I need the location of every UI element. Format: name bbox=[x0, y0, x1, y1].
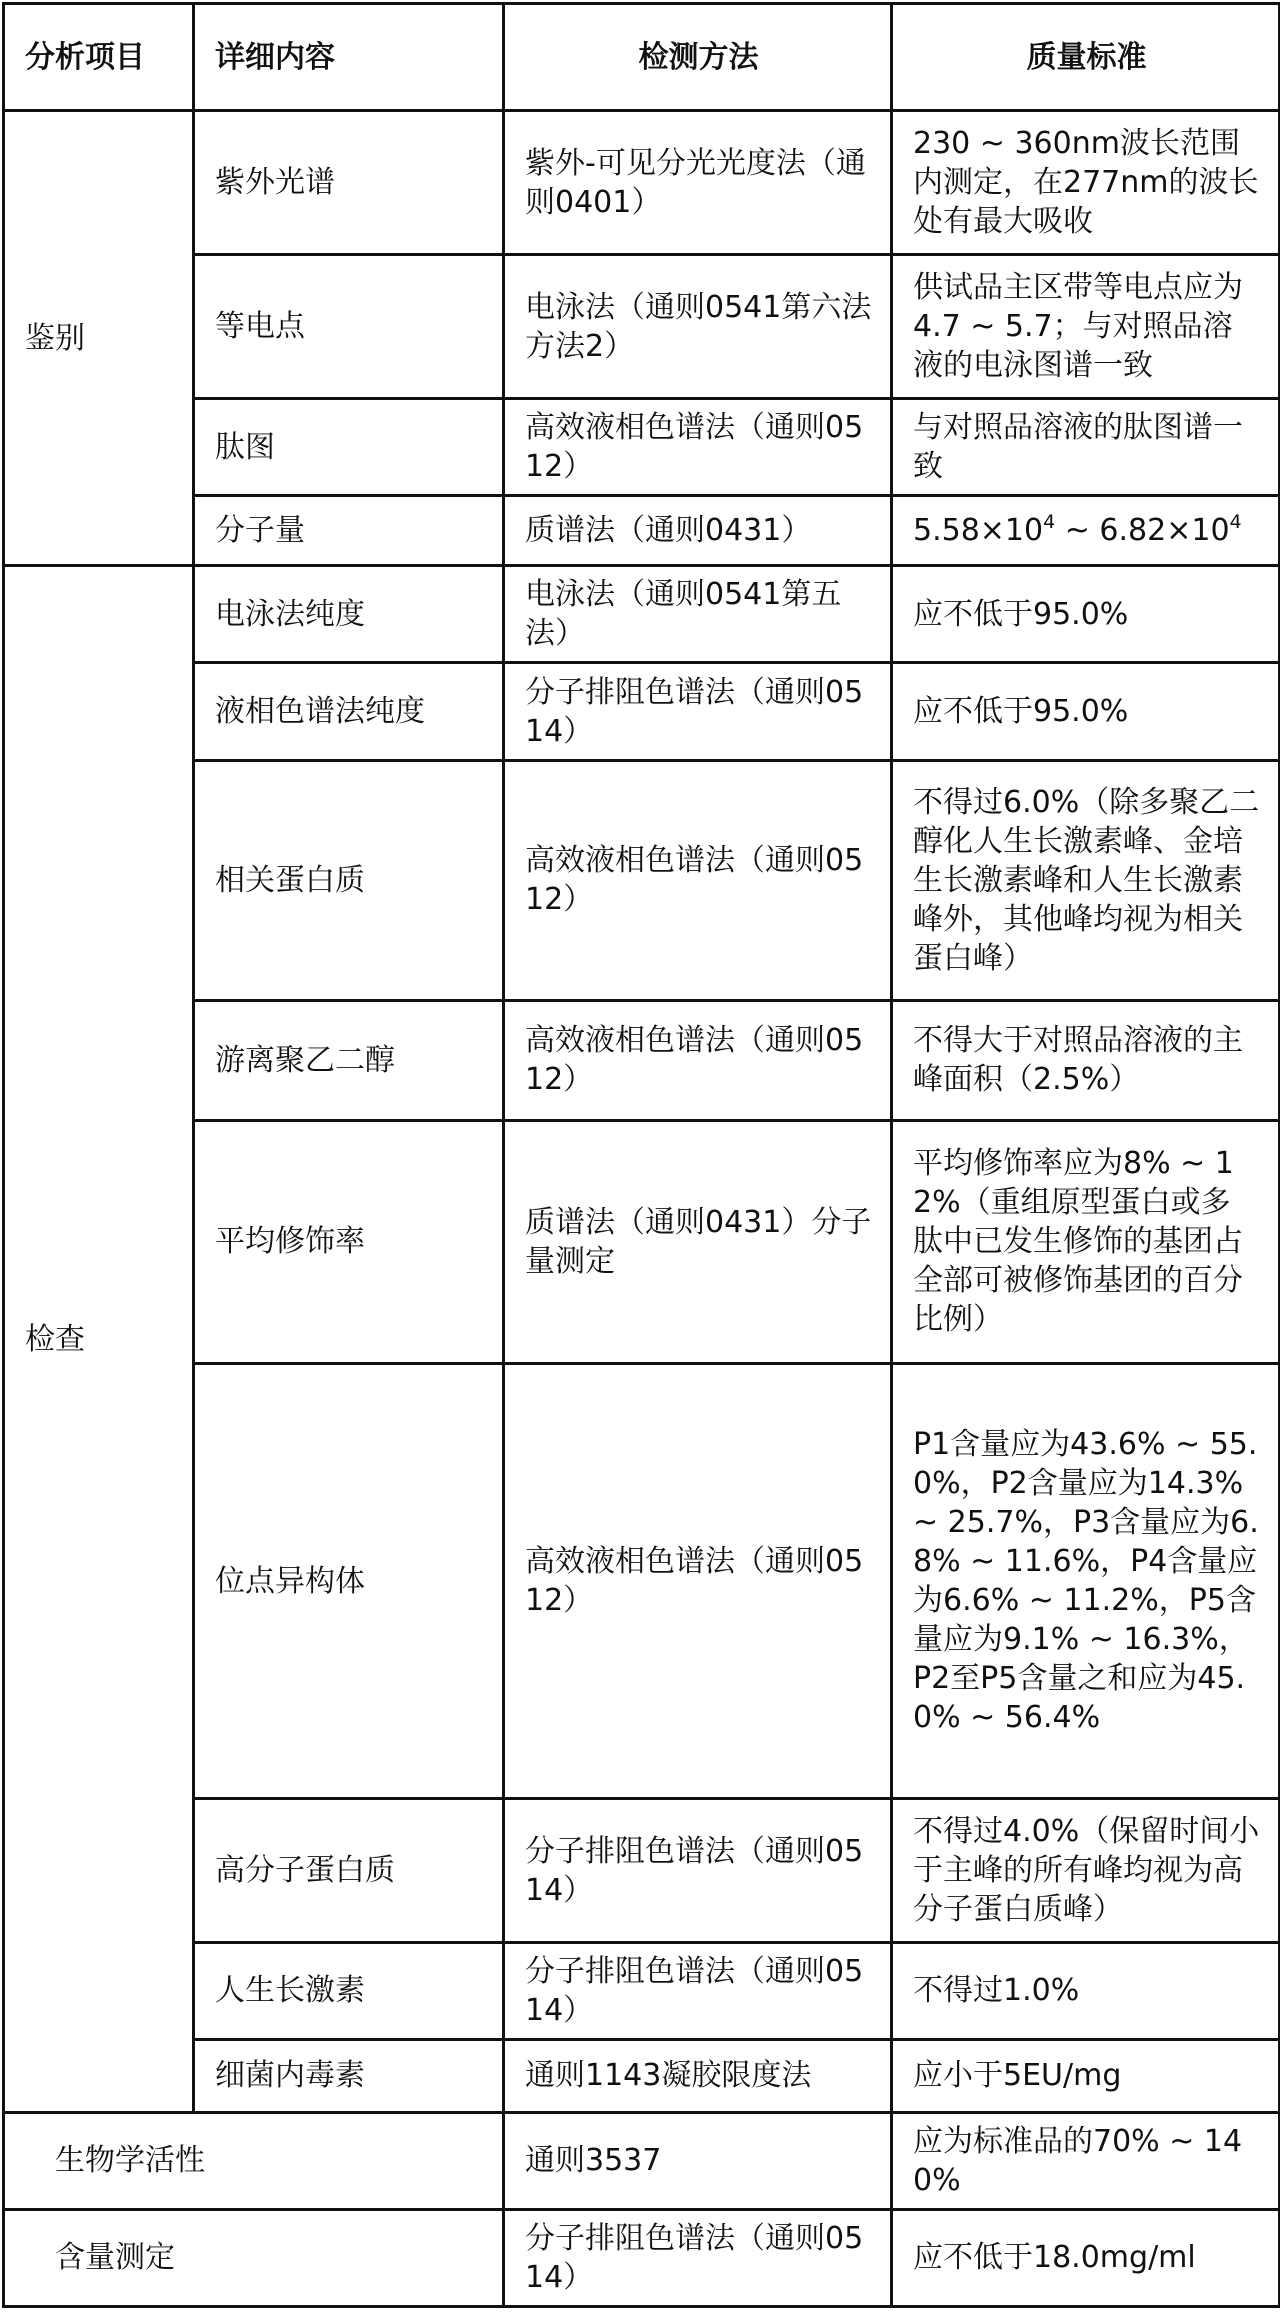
method-cell: 分子排阻色谱法（通则0514） bbox=[504, 1942, 892, 2039]
standard-cell: 应不低于95.0% bbox=[892, 663, 1280, 760]
method-cell: 电泳法（通则0541第五法） bbox=[504, 566, 892, 663]
method-cell: 高效液相色谱法（通则0512） bbox=[504, 399, 892, 496]
item-cell: 游离聚乙二醇 bbox=[194, 1000, 504, 1120]
table-row bbox=[4, 496, 1280, 566]
standard-cell: 不得大于对照品溶液的主峰面积（2.5%） bbox=[892, 1000, 1280, 1120]
standard-cell bbox=[892, 496, 1280, 566]
item-cell: 紫外光谱 bbox=[194, 111, 504, 255]
category-cell: 鉴别 bbox=[4, 111, 194, 566]
molecular-weight-high: 6.82×10 bbox=[1099, 513, 1230, 549]
method-cell: 分子排阻色谱法（通则0514） bbox=[504, 2209, 892, 2306]
standard-cell: 供试品主区带等电点应为4.7 ~ 5.7；与对照品溶液的电泳图谱一致 bbox=[892, 255, 1280, 399]
table-row bbox=[4, 2112, 1280, 2209]
item-cell: 位点异构体 bbox=[194, 1364, 504, 1799]
standard-cell: P1含量应为43.6% ~ 55.0%，P2含量应为14.3% ~ 25.7%，P3含量应为6.8% ~ 11.6%，P4含量应为6.6% ~ 11.2%，P5含量应为9.1% ~ 16.3%，P2至P5含量之和应为45.0% ~ 56.4% bbox=[892, 1364, 1280, 1799]
item-cell: 等电点 bbox=[194, 255, 504, 399]
standard-cell: 应为标准品的70% ~ 140% bbox=[892, 2112, 1280, 2209]
standard-cell: 230 ~ 360nm波长范围内测定，在277nm的波长处有最大吸收 bbox=[892, 111, 1280, 255]
standard-cell: 平均修饰率应为8% ~ 12%（重组原型蛋白或多肽中已发生修饰的基团占全部可被修饰基团的百分比例） bbox=[892, 1120, 1280, 1363]
item-cell: 电泳法纯度 bbox=[194, 566, 504, 663]
table-row bbox=[4, 111, 1280, 255]
standard-cell: 应不低于18.0mg/ml bbox=[892, 2209, 1280, 2306]
header-analysis-item: 分析项目 bbox=[4, 4, 194, 111]
item-cell: 生物学活性 bbox=[4, 2112, 504, 2209]
method-cell: 紫外-可见分光光度法（通则0401） bbox=[504, 111, 892, 255]
table-row bbox=[4, 1364, 1280, 1799]
item-cell: 高分子蛋白质 bbox=[194, 1799, 504, 1942]
header-standard: 质量标准 bbox=[892, 4, 1280, 111]
exponent: 4 bbox=[1043, 511, 1056, 534]
method-cell: 通则1143凝胶限度法 bbox=[504, 2039, 892, 2112]
header-method: 检测方法 bbox=[504, 4, 892, 111]
standard-cell: 不得过6.0%（除多聚乙二醇化人生长激素峰、金培生长激素峰和人生长激素峰外，其他峰均视为相关蛋白峰） bbox=[892, 760, 1280, 1000]
table-row bbox=[4, 1799, 1280, 1942]
item-cell: 肽图 bbox=[194, 399, 504, 496]
item-cell: 平均修饰率 bbox=[194, 1120, 504, 1363]
table-row bbox=[4, 399, 1280, 496]
header-detail: 详细内容 bbox=[194, 4, 504, 111]
table-row bbox=[4, 760, 1280, 1000]
item-cell: 人生长激素 bbox=[194, 1942, 504, 2039]
method-cell: 高效液相色谱法（通则0512） bbox=[504, 760, 892, 1000]
method-cell: 分子排阻色谱法（通则0514） bbox=[504, 663, 892, 760]
method-cell: 质谱法（通则0431）分子量测定 bbox=[504, 1120, 892, 1363]
method-cell: 高效液相色谱法（通则0512） bbox=[504, 1364, 892, 1799]
range-separator: ~ bbox=[1055, 513, 1100, 549]
table-row bbox=[4, 1000, 1280, 1120]
category-cell: 检查 bbox=[4, 566, 194, 2112]
standard-cell: 与对照品溶液的肽图谱一致 bbox=[892, 399, 1280, 496]
item-cell: 分子量 bbox=[194, 496, 504, 566]
table-row bbox=[4, 2209, 1280, 2306]
table-row bbox=[4, 663, 1280, 760]
item-cell: 细菌内毒素 bbox=[194, 2039, 504, 2112]
method-cell: 质谱法（通则0431） bbox=[504, 496, 892, 566]
table-row bbox=[4, 566, 1280, 663]
spec-table-page bbox=[2, 2, 1278, 2308]
standard-cell: 不得过4.0%（保留时间小于主峰的所有峰均视为高分子蛋白质峰） bbox=[892, 1799, 1280, 1942]
method-cell: 电泳法（通则0541第六法方法2） bbox=[504, 255, 892, 399]
method-cell: 高效液相色谱法（通则0512） bbox=[504, 1000, 892, 1120]
table-row bbox=[4, 1942, 1280, 2039]
standard-cell: 不得过1.0% bbox=[892, 1942, 1280, 2039]
item-cell: 相关蛋白质 bbox=[194, 760, 504, 1000]
exponent: 4 bbox=[1229, 511, 1242, 534]
table-row bbox=[4, 1120, 1280, 1363]
item-cell: 液相色谱法纯度 bbox=[194, 663, 504, 760]
table-row bbox=[4, 255, 1280, 399]
quality-spec-table bbox=[2, 2, 1280, 2308]
standard-cell: 应不低于95.0% bbox=[892, 566, 1280, 663]
method-cell: 分子排阻色谱法（通则0514） bbox=[504, 1799, 892, 1942]
header-row bbox=[4, 4, 1280, 111]
item-cell: 含量测定 bbox=[4, 2209, 504, 2306]
molecular-weight-low: 5.58×10 bbox=[913, 513, 1044, 549]
method-cell: 通则3537 bbox=[504, 2112, 892, 2209]
table-row bbox=[4, 2039, 1280, 2112]
standard-cell: 应小于5EU/mg bbox=[892, 2039, 1280, 2112]
